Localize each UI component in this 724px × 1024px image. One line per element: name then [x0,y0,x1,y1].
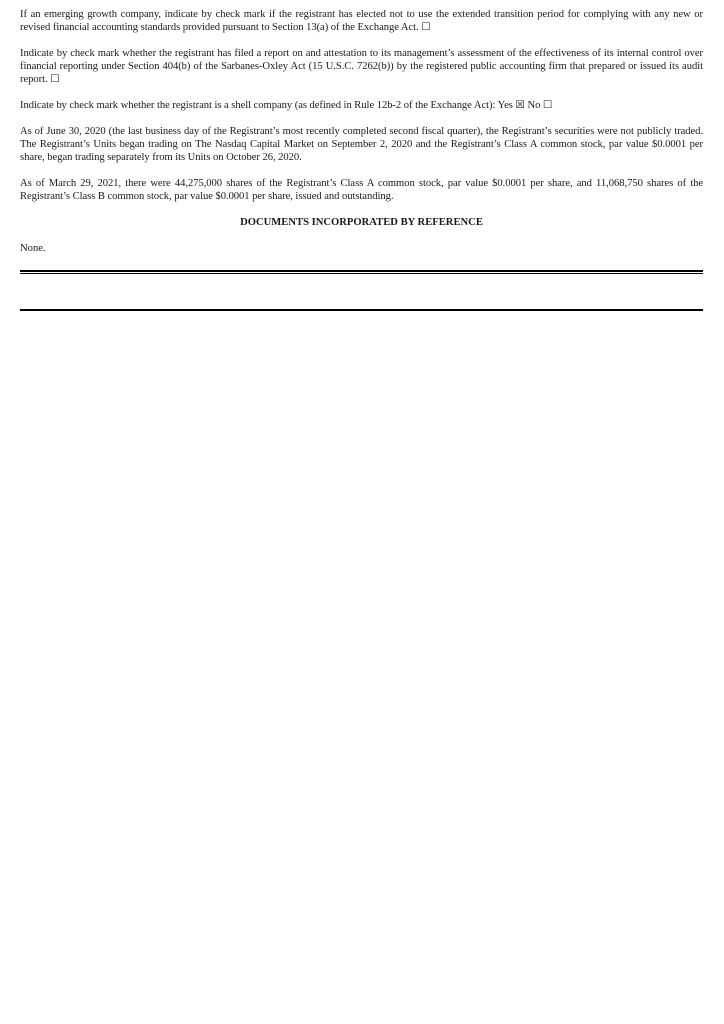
securities-trading-paragraph: As of June 30, 2020 (the last business day of the Registrant’s most recently completed second fiscal quarter), the Registrant’s securities were not publicly traded. The Registrant’s Units began trading on The Nasdaq Capital Market on September 2, 2020 and the Registrant’s Class A common stock, par value $0.0001 per share, began trading separately from its Units on October 26, 2020. [20,126,703,163]
documents-incorporated-body: None. [20,243,46,254]
document-page [20,8,703,255]
shell-company-paragraph: Indicate by check mark whether the registrant is a shell company (as defined in Rule 12b-2 of the Exchange Act): Yes ☒ No ☐ [20,100,553,111]
emerging-growth-paragraph: If an emerging growth company, indicate by check mark if the registrant has elected not to use the extended transition period for complying with any new or revised financial accounting standards provided pursuant to Section 13(a) of the Exchange Act. ☐ [20,9,703,33]
single-divider-rule [20,309,703,311]
documents-incorporated-heading: DOCUMENTS INCORPORATED BY REFERENCE [240,217,483,228]
shares-outstanding-paragraph: As of March 29, 2021, there were 44,275,000 shares of the Registrant’s Class A common stock, par value $0.0001 per share, and 11,068,750 shares of the Registrant’s Class B common stock, par value $0.0001 per share, issued and outstanding. [20,178,703,202]
internal-control-paragraph: Indicate by check mark whether the registrant has filed a report on and attestation to its management’s assessment of the effectiveness of its internal control over financial reporting under Section 404(b) of the Sarbanes-Oxley Act (15 U.S.C. 7262(b)) by the registered public accounting firm that prepared or issued its audit report. ☐ [20,48,703,85]
double-divider-rule [20,270,703,274]
